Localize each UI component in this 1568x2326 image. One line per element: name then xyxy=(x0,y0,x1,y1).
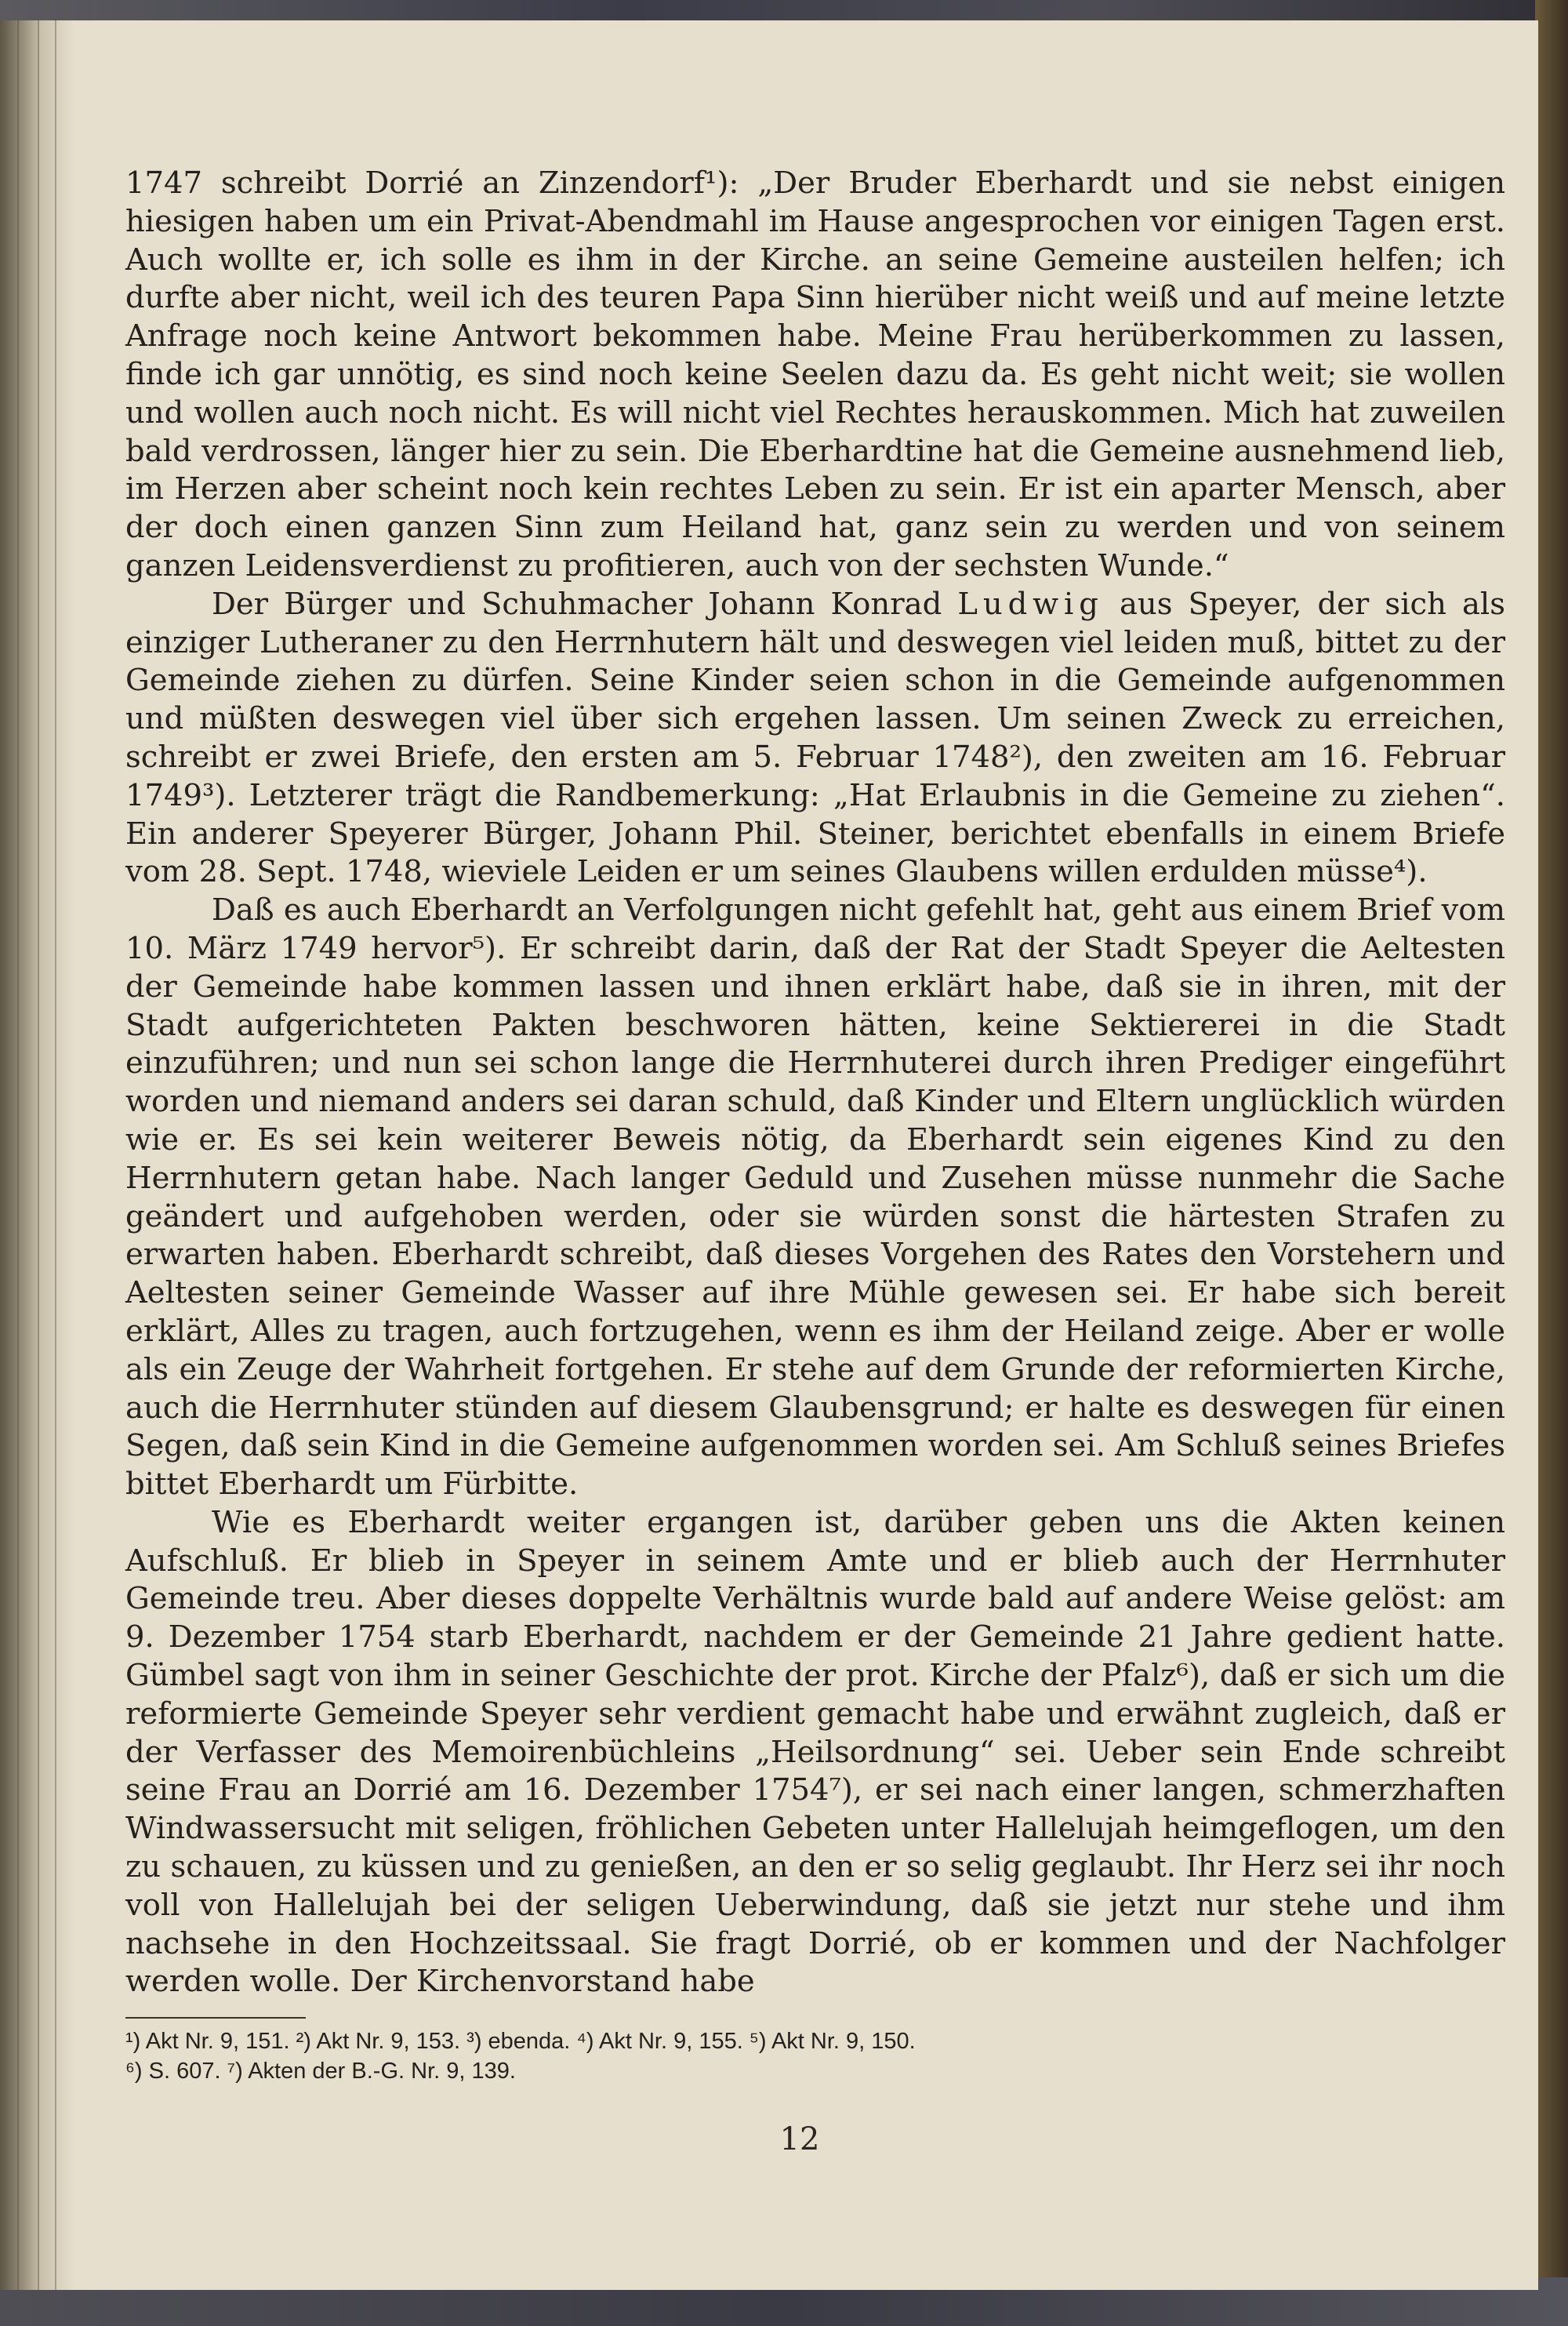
gutter-fold-line xyxy=(55,20,56,2290)
paragraph-3: Daß es auch Eberhardt an Verfolgungen nicht gefehlt hat, geht aus einem Brief vom 10. März 1749 hervor⁵). Er schreibt darin, daß der Rat der Stadt Speyer die Aeltesten der Gemeinde habe kommen lassen und ihnen erklärt habe, daß sie in ihren, mit der Stadt aufgerichteten Pakten beschworen hätten, keine Sektiererei in die Stadt einzuführen; und nun sei schon lange die Herrnhuterei durch ihren Prediger eingeführt worden und niemand anders sei daran schuld, daß Kinder und Eltern unglücklich würden wie er. Es sei kein weiterer Beweis nötig, da Eberhardt sein eigenes Kind zu den Herrnhutern getan habe. Nach langer Geduld und Zusehen müsse nunmehr die Sache geändert und aufgehoben werden, oder sie würden sonst die härtesten Strafen zu erwarten haben. Eberhardt schreibt, daß dieses Vorgehen des Rates den Vorstehern und Aeltesten seiner Gemeinde Wasser auf ihre Mühle gewesen sei. Er habe sich bereit erklärt, Alles zu tragen, auch fortzugehen, wenn es ihm der Heiland zeige. Aber er wolle als ein Zeuge der Wahrheit fortgehen. Er stehe auf dem Grunde der reformierten Kirche, auch die Herrnhuter stünden auf diesem Glaubensgrund; er halte es deswegen für einen Segen, daß sein Kind in die Gemeine aufgenommen worden sei. Am Schluß seines Briefes bittet Eberhardt um Fürbitte. xyxy=(125,892,1505,1503)
paragraph-2 xyxy=(125,586,1505,892)
gutter-fold-line xyxy=(38,20,39,2290)
paragraph-2-text-start: Der Bürger und Schuhmacher Johann Konrad xyxy=(212,586,958,622)
paragraph-4: Wie es Eberhardt weiter ergangen ist, darüber geben uns die Akten keinen Aufschluß. Er blieb in Speyer in seinem Amte und er blieb auch der Herrnhuter Gemeinde treu. Aber dieses doppelte Verhältnis wurde bald auf andere Weise gelöst: am 9. Dezember 1754 starb Eberhardt, nachdem er der Gemeinde 21 Jahre gedient hatte. Gümbel sagt von ihm in seiner Geschichte der prot. Kirche der Pfalz⁶), daß er sich um die reformierte Gemeinde Speyer sehr verdient gemacht habe und erwähnt zugleich, daß er der Verfasser des Memoirenbüchleins „Heilsordnung“ sei. Ueber sein Ende schreibt seine Frau an Dorrié am 16. Dezember 1754⁷), er sei nach einer langen, schmerzhaften Windwassersucht mit seligen, fröhlichen Gebeten unter Hallelujah heimgeflogen, um den zu schauen, zu küssen und zu genießen, an den er so selig geglaubt. Ihr Herz sei ihr noch voll von Hallelujah bei der seligen Ueberwindung, daß sie jetzt nur stehe und ihm nachsehe in den Hochzeitssaal. Sie fragt Dorrié, ob er kommen und der Nachfolger werden wolle. Der Kirchenvorstand habe xyxy=(125,1504,1505,2000)
paragraph-2-text-end: aus Speyer, der sich als einziger Lutheraner zu den Herrnhutern hält und deswegen viel leiden muß, bittet zu der Gemeinde ziehen zu dürfen. Seine Kinder seien schon in die Gemeinde aufgenommen und müßten deswegen viel über sich ergehen lassen. Um seinen Zweck zu erreichen, schreibt er zwei Briefe, den ersten am 5. Februar 1748²), den zweiten am 16. Februar 1749³). Letzterer trägt die Randbemerkung: „Hat Erlaubnis in die Gemeine zu ziehen“. Ein anderer Speyerer Bürger, Johann Phil. Steiner, berichtet ebenfalls in einem Briefe vom 28. Sept. 1748, wieviele Leiden er um seines Glaubens willen erdulden müsse⁴). xyxy=(125,586,1506,890)
gutter-fold-line xyxy=(17,20,19,2290)
footnote-line-2: ⁶) S. 607. ⁷) Akten der B.-G. Nr. 9, 139. xyxy=(125,2059,516,2084)
page-body xyxy=(125,165,1505,2086)
surname-ludwig: Ludwig xyxy=(957,586,1104,622)
footnote-rule xyxy=(125,2017,306,2019)
page-number: 12 xyxy=(779,2121,820,2157)
paragraph-1: 1747 schreibt Dorrié an Zinzendorf¹): „Der Bruder Eberhardt und sie nebst einigen hiesigen haben um ein Privat-Abendmahl im Hause angesprochen vor einigen Tagen erst. Auch wollte er, ich solle es ihm in der Kirche. an seine Gemeine austeilen helfen; ich durfte aber nicht, weil ich des teuren Papa Sinn hierüber nicht weiß und auf meine letzte Anfrage noch keine Antwort bekommen habe. Meine Frau herüberkommen zu lassen, finde ich gar unnötig, es sind noch keine Seelen dazu da. Es geht nicht weit; sie wollen und wollen auch noch nicht. Es will nicht viel Rechtes herauskommen. Mich hat zuweilen bald verdrossen, länger hier zu sein. Die Eberhardtine hat die Gemeine ausnehmend lieb, im Herzen aber scheint noch kein rechtes Leben zu sein. Er ist ein aparter Mensch, aber der doch einen ganzen Sinn zum Heiland hat, ganz sein zu werden und von seinem ganzen Leidensverdienst zu profitieren, auch von der sechsten Wunde.“ xyxy=(125,165,1505,583)
footnotes xyxy=(125,2026,1505,2086)
footnote-line-1: ¹) Akt Nr. 9, 151. ²) Akt Nr. 9, 153. ³) ebenda. ⁴) Akt Nr. 9, 155. ⁵) Akt Nr. 9, 150. xyxy=(125,2029,916,2055)
book-cover-right-edge xyxy=(1535,0,1568,2326)
